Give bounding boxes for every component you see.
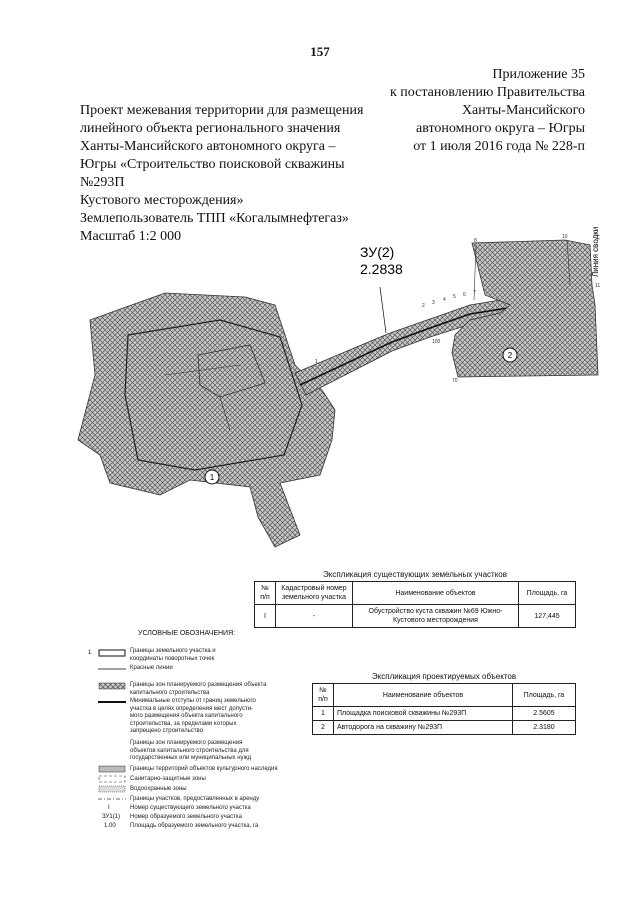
legend-label: ЗУ1(1) xyxy=(102,814,121,820)
appendix-line: от 1 июля 2016 года № 228-п xyxy=(413,139,585,154)
thick-line-symbol xyxy=(98,698,126,706)
plot-area-label: 2.2838 xyxy=(360,261,403,277)
point-label: 10 xyxy=(562,234,568,240)
water-symbol xyxy=(98,785,126,793)
table-cell: 2 xyxy=(313,721,334,735)
lease-symbol xyxy=(98,795,126,803)
parcel-2-marker xyxy=(503,348,517,362)
legend-text xyxy=(130,682,266,697)
legend-text-line: Площадь образуемого земельного участка, га xyxy=(130,823,259,829)
table-cell: 2.3180 xyxy=(513,721,576,735)
legend-label: 1.00 xyxy=(104,823,116,829)
title-line: линейного объекта регионального значения xyxy=(80,121,341,136)
table-header-row xyxy=(313,684,576,707)
legend-text-line: мого размещения объекта капитального xyxy=(130,713,243,719)
legend-title: УСЛОВНЫЕ ОБОЗНАЧЕНИЯ: xyxy=(138,630,236,637)
legend-text-line: Красные линии xyxy=(130,665,173,671)
legend-text-line: Границы земельного участка и xyxy=(130,648,216,654)
point-label: 4 xyxy=(443,297,446,303)
column-header: № п/п xyxy=(313,684,334,707)
legend-text-line: Границы территорий объектов культурного наследия xyxy=(130,766,278,772)
cadastral-map xyxy=(70,225,610,565)
table-cell: Обустройство куста скважин №69 Южно-Кустового месторождения xyxy=(353,605,519,628)
cultural-symbol xyxy=(98,765,126,773)
table-cell: - xyxy=(276,605,353,628)
legend-text xyxy=(130,796,259,804)
legend-text-line: Номер существующего земельного участка xyxy=(130,805,251,811)
legend-marker: 1 xyxy=(88,650,92,656)
map-legend xyxy=(60,630,315,840)
point-label: 100 xyxy=(432,339,441,345)
legend-text-line: Границы зон планируемого размещения xyxy=(130,740,243,746)
legend-text-line: объектов капитального строительства для xyxy=(130,747,249,754)
legend-item-boundary xyxy=(60,648,315,662)
legend-text-line: Санитарно-защитные зоны xyxy=(130,776,206,782)
boundary-symbol xyxy=(98,649,126,657)
point-label: 5 xyxy=(453,294,456,300)
column-header: № п/п xyxy=(255,582,276,605)
point-label: 8 xyxy=(474,238,477,244)
legend-item-hatch xyxy=(60,682,315,696)
legend-text-line: Водоохранные зоны xyxy=(130,786,187,792)
legend-text-line: строительства, за пределами которых xyxy=(130,720,237,727)
projected-table-caption: Экспликация проектируемых объектов xyxy=(371,672,517,681)
page-number: 157 xyxy=(310,44,330,59)
point-label: 2 xyxy=(422,303,425,309)
legend-text-line: запрещено строительство xyxy=(130,728,203,734)
table-row xyxy=(313,707,576,721)
legend-text xyxy=(130,776,206,784)
red-line-symbol xyxy=(98,665,126,673)
table-cell: Автодорога на скважину №293П xyxy=(334,721,513,735)
point-label: 3 xyxy=(432,300,435,306)
legend-text xyxy=(130,823,258,831)
map-svg xyxy=(70,225,610,565)
table-cell: Площадка поисковой скважины №293П xyxy=(334,707,513,721)
legend-text xyxy=(130,766,278,774)
projected-objects-table xyxy=(312,683,576,735)
legend-item-new-area xyxy=(60,822,315,832)
hatch-symbol xyxy=(98,682,126,690)
parcel-2-number: 2 xyxy=(507,351,513,360)
legend-label: I xyxy=(108,805,110,811)
legend-text xyxy=(130,786,187,794)
point-label: 1 xyxy=(315,359,318,365)
appendix-line: Приложение 35 xyxy=(492,67,585,82)
column-header: Наименование объектов xyxy=(353,582,519,605)
legend-text xyxy=(130,814,242,822)
title-line: Ханты-Мансийского автономного округа – xyxy=(80,139,336,154)
legend-text-line: координаты поворотных точек xyxy=(130,655,215,662)
title-line: Югры «Строительство поисковой скважины xyxy=(80,157,345,172)
label-leader-line xyxy=(380,287,386,333)
plot-label: ЗУ(2) xyxy=(360,244,395,260)
title-line: Проект межевания территории для размещения xyxy=(80,103,364,118)
column-header: Наименование объектов xyxy=(334,684,513,707)
appendix-line: автономного округа – Югры xyxy=(416,121,585,136)
table-row xyxy=(255,605,576,628)
legend-text-line: Границы зон планируемого размещения объекта xyxy=(130,682,267,688)
column-header: Площадь, га xyxy=(513,684,576,707)
table-cell: 2.5605 xyxy=(513,707,576,721)
legend-text-line: государственных или муниципальных нужд xyxy=(130,755,252,761)
table-cell: I xyxy=(255,605,276,628)
legend-text xyxy=(130,665,173,673)
parcel-1-number: 1 xyxy=(209,473,215,482)
point-label: 70 xyxy=(452,378,458,384)
legend-text xyxy=(130,698,256,736)
side-label: Линия сводки xyxy=(591,226,600,277)
legend-item-water xyxy=(60,785,315,795)
legend-text xyxy=(130,648,216,663)
point-label: 6 xyxy=(463,292,466,298)
title-line: №293П xyxy=(80,175,125,190)
column-header: Кадастровый номер земельного участка xyxy=(276,582,353,605)
table-cell: 1 xyxy=(313,707,334,721)
legend-text-line: капитального строительства xyxy=(130,689,210,696)
projected-objects-table-block xyxy=(312,672,576,735)
appendix-line: Ханты-Мансийского xyxy=(461,103,585,118)
legend-item-state-zones xyxy=(60,740,315,761)
table-header-row xyxy=(255,582,576,605)
legend-text-line: Границы участков, предоставленных в аренду xyxy=(130,796,260,802)
legend-item-setback xyxy=(60,698,315,734)
table-row xyxy=(313,721,576,735)
point-label: 11 xyxy=(595,283,601,289)
legend-item-sanitary xyxy=(60,775,315,785)
legend-item-cultural xyxy=(60,765,315,775)
legend-text-line: Номер образуемого земельного участка xyxy=(130,814,242,820)
legend-text-line: участка в целях определения мест допусти- xyxy=(130,705,253,712)
existing-plots-table-block xyxy=(254,570,576,628)
legend-text-line: Минимальные отступы от границ земельного xyxy=(130,698,256,704)
point-label: 7 xyxy=(473,290,476,296)
legend-text xyxy=(130,740,251,763)
title-line: Землепользователь ТПП «Когалымнефтегаз» xyxy=(80,211,349,226)
parcel-1-marker xyxy=(205,470,219,484)
sanitary-symbol xyxy=(98,775,126,783)
legend-text xyxy=(130,805,251,813)
existing-plots-table xyxy=(254,581,576,628)
title-line: Кустового месторождения» xyxy=(80,193,244,208)
column-header: Площадь, га xyxy=(519,582,576,605)
table-cell: 127,445 xyxy=(519,605,576,628)
title-line: Масштаб 1:2 000 xyxy=(80,229,182,244)
appendix-line: к постановлению Правительства xyxy=(389,85,585,100)
legend-item-red-line xyxy=(60,665,315,675)
existing-table-caption: Экспликация существующих земельных участков xyxy=(323,570,507,579)
